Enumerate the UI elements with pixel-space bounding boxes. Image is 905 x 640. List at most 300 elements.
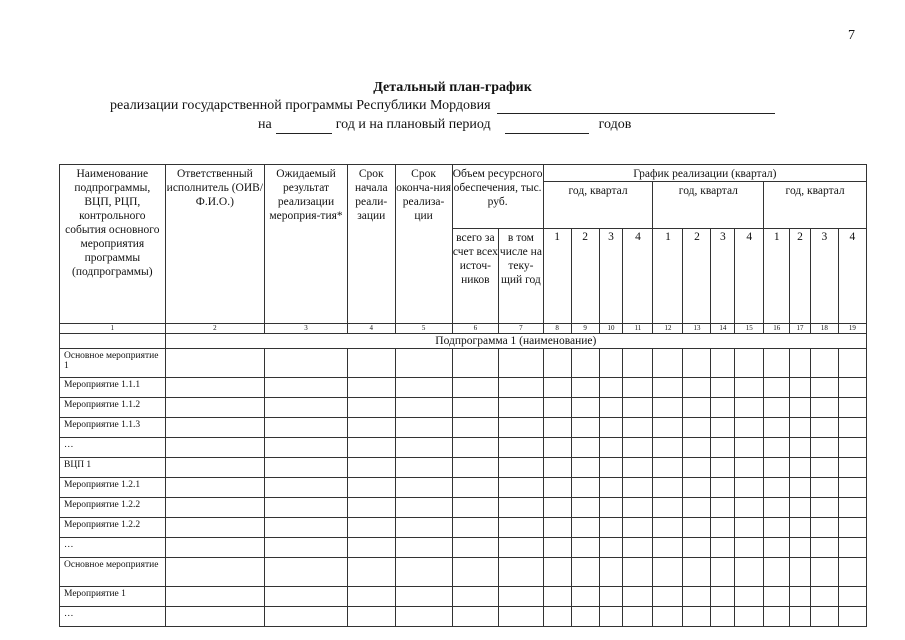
- empty-cell: [165, 607, 264, 627]
- table-body: [60, 349, 867, 627]
- column-number-cell: 9: [571, 324, 599, 334]
- empty-cell: [265, 378, 348, 398]
- column-number-cell: 5: [395, 324, 452, 334]
- row-label: Мероприятие 1.2.2: [60, 518, 166, 538]
- empty-cell: [452, 458, 499, 478]
- empty-cell: [810, 349, 838, 378]
- empty-cell: [764, 378, 790, 398]
- row-label: Мероприятие 1.1.1: [60, 378, 166, 398]
- empty-cell: [395, 587, 452, 607]
- empty-cell: [623, 607, 653, 627]
- empty-cell: [499, 607, 544, 627]
- empty-cell: [735, 558, 764, 587]
- empty-cell: [499, 438, 544, 458]
- quarter-cell: 2: [571, 229, 599, 324]
- empty-cell: [395, 438, 452, 458]
- empty-cell: [165, 418, 264, 438]
- empty-cell: [653, 587, 683, 607]
- empty-cell: [499, 458, 544, 478]
- empty-cell: [265, 498, 348, 518]
- page-number: 7: [848, 28, 855, 43]
- empty-cell: [735, 498, 764, 518]
- row-label: …: [60, 438, 166, 458]
- empty-cell: [711, 458, 735, 478]
- empty-cell: [764, 498, 790, 518]
- quarter-cell: 2: [683, 229, 711, 324]
- empty-cell: [265, 349, 348, 378]
- table-row: [60, 349, 867, 378]
- empty-cell: [735, 378, 764, 398]
- empty-cell: [711, 418, 735, 438]
- empty-cell: [543, 607, 571, 627]
- empty-cell: [790, 378, 811, 398]
- empty-cell: [711, 478, 735, 498]
- table-row: [60, 498, 867, 518]
- empty-cell: [599, 398, 623, 418]
- table-row: [60, 538, 867, 558]
- row-label: Мероприятие 1.1.3: [60, 418, 166, 438]
- empty-cell: [452, 587, 499, 607]
- column-number-cell: 16: [764, 324, 790, 334]
- empty-cell: [599, 538, 623, 558]
- empty-cell: [735, 349, 764, 378]
- empty-cell: [838, 349, 866, 378]
- empty-cell: [683, 558, 711, 587]
- empty-cell: [683, 398, 711, 418]
- table-row: [60, 418, 867, 438]
- row-label: …: [60, 607, 166, 627]
- header-year-1: год, квартал: [543, 182, 653, 229]
- header-end-date: Срок оконча-ния реализа-ции: [395, 165, 452, 324]
- empty-cell: [265, 478, 348, 498]
- empty-cell: [764, 518, 790, 538]
- header-expected-result: Ожидаемый результат реализации мероприя-тия*: [265, 165, 348, 324]
- empty-cell: [838, 438, 866, 458]
- quarter-cell: 4: [623, 229, 653, 324]
- empty-cell: [599, 458, 623, 478]
- empty-cell: [683, 498, 711, 518]
- empty-cell: [599, 349, 623, 378]
- empty-cell: [347, 418, 395, 438]
- empty-cell: [735, 607, 764, 627]
- column-number-cell: 19: [838, 324, 866, 334]
- empty-cell: [347, 458, 395, 478]
- empty-cell: [452, 418, 499, 438]
- header-start-date: Срок начала реали-зации: [347, 165, 395, 324]
- empty-cell: [265, 398, 348, 418]
- empty-cell: [810, 518, 838, 538]
- empty-cell: [599, 558, 623, 587]
- empty-cell: [735, 398, 764, 418]
- empty-cell: [265, 438, 348, 458]
- empty-cell: [683, 378, 711, 398]
- empty-cell: [735, 587, 764, 607]
- empty-cell: [711, 518, 735, 538]
- column-number-cell: 7: [499, 324, 544, 334]
- empty-cell: [838, 478, 866, 498]
- empty-cell: [810, 498, 838, 518]
- empty-cell: [452, 349, 499, 378]
- empty-cell: [711, 538, 735, 558]
- empty-cell: [395, 349, 452, 378]
- document-subtitle: [110, 98, 775, 114]
- column-number-cell: 12: [653, 324, 683, 334]
- empty-cell: [790, 587, 811, 607]
- empty-cell: [790, 438, 811, 458]
- subprogram-title: Подпрограмма 1 (наименование): [165, 334, 866, 349]
- quarter-cell: 3: [599, 229, 623, 324]
- empty-cell: [499, 378, 544, 398]
- empty-cell: [683, 438, 711, 458]
- empty-cell: [810, 398, 838, 418]
- empty-cell: [838, 587, 866, 607]
- row-label: …: [60, 538, 166, 558]
- empty-cell: [810, 378, 838, 398]
- empty-cell: [735, 518, 764, 538]
- empty-cell: [623, 458, 653, 478]
- empty-cell: [735, 438, 764, 458]
- column-number-cell: 11: [623, 324, 653, 334]
- empty-cell: [571, 418, 599, 438]
- empty-cell: [623, 558, 653, 587]
- table-row: [60, 518, 867, 538]
- empty-cell: [265, 607, 348, 627]
- header-current-year: в том числе на теку-щий год: [499, 229, 544, 324]
- quarter-cell: 4: [838, 229, 866, 324]
- empty-cell: [347, 349, 395, 378]
- row-label: ВЦП 1: [60, 458, 166, 478]
- header-name: Наименование подпрограммы, ВЦП, РЦП, контрольного события основного мероприятия программы (подпрограммы): [60, 165, 166, 324]
- empty-cell: [790, 607, 811, 627]
- subprogram-blank-cell: [60, 334, 166, 349]
- empty-cell: [571, 478, 599, 498]
- empty-cell: [452, 558, 499, 587]
- empty-cell: [810, 458, 838, 478]
- empty-cell: [623, 538, 653, 558]
- empty-cell: [347, 538, 395, 558]
- empty-cell: [395, 607, 452, 627]
- empty-cell: [452, 478, 499, 498]
- empty-cell: [395, 558, 452, 587]
- empty-cell: [764, 587, 790, 607]
- empty-cell: [838, 458, 866, 478]
- empty-cell: [571, 398, 599, 418]
- empty-cell: [543, 498, 571, 518]
- empty-cell: [499, 478, 544, 498]
- empty-cell: [810, 587, 838, 607]
- empty-cell: [599, 587, 623, 607]
- empty-cell: [790, 349, 811, 378]
- quarter-cell: 2: [790, 229, 811, 324]
- empty-cell: [711, 378, 735, 398]
- empty-cell: [764, 478, 790, 498]
- empty-cell: [711, 498, 735, 518]
- empty-cell: [599, 607, 623, 627]
- header-schedule: График реализации (квартал): [543, 165, 866, 182]
- empty-cell: [790, 538, 811, 558]
- empty-cell: [571, 378, 599, 398]
- empty-cell: [571, 558, 599, 587]
- quarter-cell: 3: [711, 229, 735, 324]
- empty-cell: [623, 518, 653, 538]
- empty-cell: [790, 558, 811, 587]
- empty-cell: [810, 418, 838, 438]
- empty-cell: [265, 538, 348, 558]
- document-title: Детальный план-график: [373, 80, 532, 95]
- empty-cell: [165, 538, 264, 558]
- table-row: [60, 607, 867, 627]
- empty-cell: [653, 558, 683, 587]
- empty-cell: [499, 398, 544, 418]
- empty-cell: [623, 418, 653, 438]
- row-label: Мероприятие 1.2.2: [60, 498, 166, 518]
- empty-cell: [711, 587, 735, 607]
- empty-cell: [653, 518, 683, 538]
- empty-cell: [764, 438, 790, 458]
- year-blank: [276, 117, 332, 134]
- empty-cell: [543, 538, 571, 558]
- empty-cell: [764, 558, 790, 587]
- empty-cell: [764, 418, 790, 438]
- empty-cell: [571, 538, 599, 558]
- header-total-sources: всего за счет всех источ-ников: [452, 229, 499, 324]
- empty-cell: [571, 438, 599, 458]
- empty-cell: [711, 398, 735, 418]
- empty-cell: [347, 378, 395, 398]
- empty-cell: [838, 418, 866, 438]
- empty-cell: [711, 349, 735, 378]
- header-year-3: год, квартал: [764, 182, 867, 229]
- empty-cell: [810, 558, 838, 587]
- empty-cell: [623, 398, 653, 418]
- empty-cell: [838, 538, 866, 558]
- empty-cell: [265, 458, 348, 478]
- empty-cell: [499, 418, 544, 438]
- empty-cell: [810, 607, 838, 627]
- empty-cell: [764, 349, 790, 378]
- empty-cell: [543, 378, 571, 398]
- quarter-cell: 1: [543, 229, 571, 324]
- empty-cell: [653, 349, 683, 378]
- empty-cell: [683, 587, 711, 607]
- empty-cell: [265, 418, 348, 438]
- empty-cell: [683, 349, 711, 378]
- empty-cell: [165, 378, 264, 398]
- row-label: Мероприятие 1: [60, 587, 166, 607]
- empty-cell: [790, 518, 811, 538]
- empty-cell: [764, 458, 790, 478]
- column-number-cell: 1: [60, 324, 166, 334]
- empty-cell: [623, 587, 653, 607]
- empty-cell: [265, 587, 348, 607]
- empty-cell: [653, 398, 683, 418]
- column-number-cell: 18: [810, 324, 838, 334]
- empty-cell: [653, 478, 683, 498]
- empty-cell: [711, 438, 735, 458]
- empty-cell: [165, 518, 264, 538]
- period-line: [258, 117, 631, 134]
- row-label: Основное мероприятие 1: [60, 349, 166, 378]
- empty-cell: [499, 518, 544, 538]
- empty-cell: [499, 587, 544, 607]
- empty-cell: [452, 498, 499, 518]
- empty-cell: [165, 398, 264, 418]
- empty-cell: [265, 558, 348, 587]
- empty-cell: [653, 458, 683, 478]
- empty-cell: [599, 378, 623, 398]
- empty-cell: [810, 478, 838, 498]
- table-row: [60, 438, 867, 458]
- empty-cell: [683, 458, 711, 478]
- empty-cell: [711, 607, 735, 627]
- column-number-row: [60, 324, 867, 334]
- empty-cell: [683, 518, 711, 538]
- empty-cell: [347, 498, 395, 518]
- empty-cell: [571, 587, 599, 607]
- program-name-blank: [497, 99, 775, 114]
- empty-cell: [543, 558, 571, 587]
- empty-cell: [571, 498, 599, 518]
- empty-cell: [543, 478, 571, 498]
- empty-cell: [452, 438, 499, 458]
- empty-cell: [683, 607, 711, 627]
- empty-cell: [347, 518, 395, 538]
- column-number-cell: 2: [165, 324, 264, 334]
- empty-cell: [653, 378, 683, 398]
- quarter-cell: 1: [764, 229, 790, 324]
- empty-cell: [347, 587, 395, 607]
- empty-cell: [499, 349, 544, 378]
- empty-cell: [735, 478, 764, 498]
- empty-cell: [347, 478, 395, 498]
- schedule-table: [59, 164, 867, 627]
- empty-cell: [623, 478, 653, 498]
- empty-cell: [838, 398, 866, 418]
- row-label: Основное мероприятие: [60, 558, 166, 587]
- empty-cell: [571, 518, 599, 538]
- empty-cell: [838, 378, 866, 398]
- empty-cell: [735, 538, 764, 558]
- empty-cell: [764, 398, 790, 418]
- empty-cell: [499, 558, 544, 587]
- empty-cell: [790, 418, 811, 438]
- empty-cell: [165, 498, 264, 518]
- empty-cell: [810, 438, 838, 458]
- empty-cell: [571, 458, 599, 478]
- column-number-cell: 17: [790, 324, 811, 334]
- column-number-cell: 8: [543, 324, 571, 334]
- empty-cell: [165, 438, 264, 458]
- empty-cell: [838, 498, 866, 518]
- empty-cell: [735, 458, 764, 478]
- empty-cell: [452, 607, 499, 627]
- empty-cell: [810, 538, 838, 558]
- empty-cell: [395, 538, 452, 558]
- period-middle: год и на плановый период: [335, 117, 491, 132]
- empty-cell: [683, 538, 711, 558]
- empty-cell: [395, 518, 452, 538]
- empty-cell: [599, 418, 623, 438]
- empty-cell: [838, 558, 866, 587]
- empty-cell: [395, 378, 452, 398]
- column-number-cell: 4: [347, 324, 395, 334]
- column-number-cell: 14: [711, 324, 735, 334]
- empty-cell: [452, 398, 499, 418]
- empty-cell: [395, 498, 452, 518]
- column-number-cell: 6: [452, 324, 499, 334]
- empty-cell: [165, 587, 264, 607]
- empty-cell: [165, 478, 264, 498]
- empty-cell: [790, 498, 811, 518]
- empty-cell: [653, 538, 683, 558]
- empty-cell: [683, 418, 711, 438]
- empty-cell: [347, 398, 395, 418]
- empty-cell: [571, 607, 599, 627]
- header-resource-volume: Объем ресурсного обеспечения, тыс. руб.: [452, 165, 543, 229]
- empty-cell: [790, 458, 811, 478]
- empty-cell: [452, 378, 499, 398]
- empty-cell: [653, 498, 683, 518]
- empty-cell: [838, 607, 866, 627]
- empty-cell: [395, 418, 452, 438]
- empty-cell: [653, 418, 683, 438]
- empty-cell: [395, 458, 452, 478]
- empty-cell: [599, 518, 623, 538]
- table-row: [60, 558, 867, 587]
- column-number-cell: 15: [735, 324, 764, 334]
- empty-cell: [452, 538, 499, 558]
- empty-cell: [623, 349, 653, 378]
- empty-cell: [165, 558, 264, 587]
- empty-cell: [790, 478, 811, 498]
- empty-cell: [711, 558, 735, 587]
- empty-cell: [683, 478, 711, 498]
- empty-cell: [347, 438, 395, 458]
- empty-cell: [764, 607, 790, 627]
- column-number-cell: 13: [683, 324, 711, 334]
- empty-cell: [838, 518, 866, 538]
- empty-cell: [395, 398, 452, 418]
- quarter-cell: 4: [735, 229, 764, 324]
- table-row: [60, 478, 867, 498]
- empty-cell: [653, 438, 683, 458]
- empty-cell: [599, 478, 623, 498]
- period-prefix: на: [258, 117, 272, 132]
- empty-cell: [543, 418, 571, 438]
- column-number-cell: 3: [265, 324, 348, 334]
- row-label: Мероприятие 1.2.1: [60, 478, 166, 498]
- empty-cell: [165, 349, 264, 378]
- quarter-cell: 3: [810, 229, 838, 324]
- empty-cell: [543, 518, 571, 538]
- table-row: [60, 378, 867, 398]
- empty-cell: [599, 438, 623, 458]
- column-number-cell: 10: [599, 324, 623, 334]
- empty-cell: [571, 349, 599, 378]
- empty-cell: [764, 538, 790, 558]
- empty-cell: [543, 349, 571, 378]
- empty-cell: [452, 518, 499, 538]
- subtitle-text: реализации государственной программы Республики Мордовия: [110, 98, 491, 113]
- period-suffix: годов: [598, 117, 632, 132]
- quarter-cell: 1: [653, 229, 683, 324]
- empty-cell: [653, 607, 683, 627]
- empty-cell: [543, 458, 571, 478]
- empty-cell: [623, 438, 653, 458]
- header-year-2: год, квартал: [653, 182, 764, 229]
- empty-cell: [735, 418, 764, 438]
- empty-cell: [543, 438, 571, 458]
